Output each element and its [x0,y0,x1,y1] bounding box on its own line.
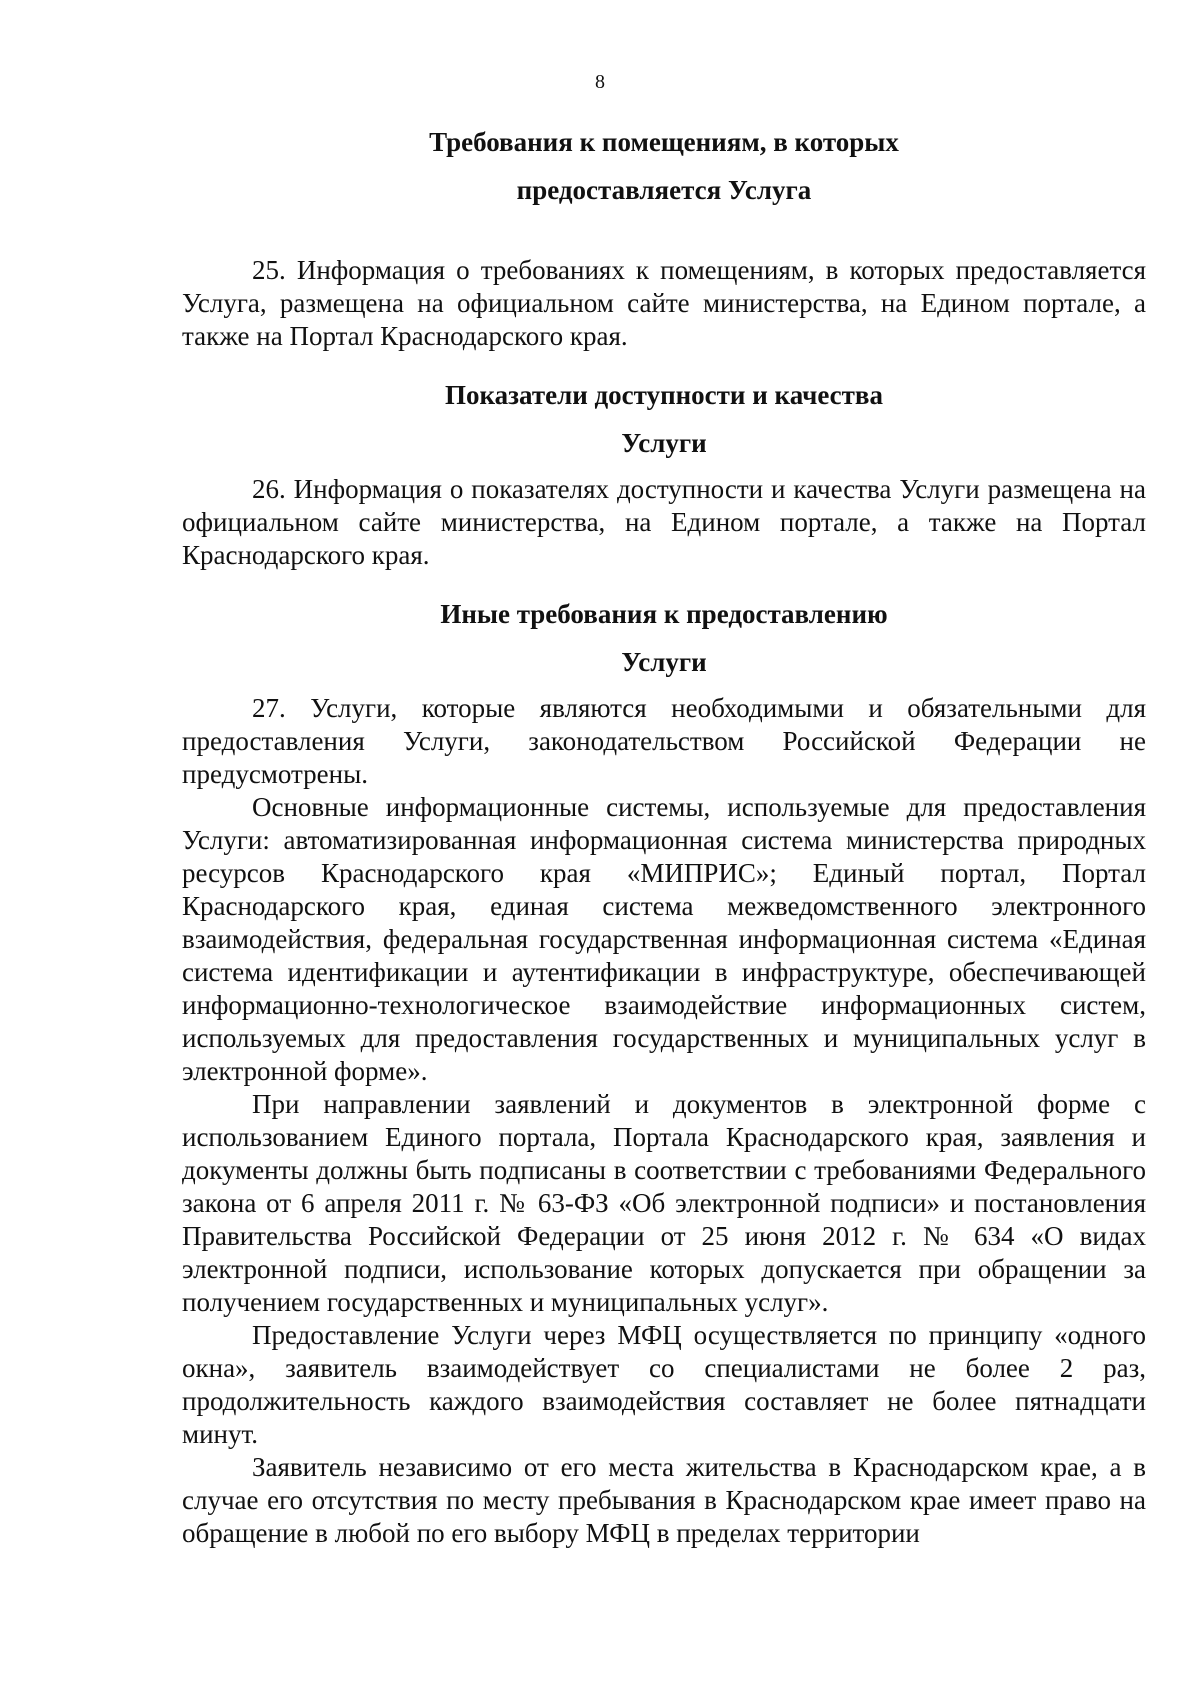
paragraph-26: 26. Информация о показателях доступности и качества Услуги размещена на официальном сайте министерства, на Едином портале, а также на Портал Краснодарского края. [182,474,1146,570]
section-premises-requirements [182,118,1146,353]
section-heading-line: Иные требования к предоставлению [440,599,888,629]
section-accessibility-indicators [182,371,1146,572]
paragraph-27: 27. Услуги, которые являются необходимыми и обязательными для предоставления Услуги, законодательством Российской Федерации не предусмотрены. [182,693,1146,789]
paragraph-information-systems: Основные информационные системы, используемые для предоставления Услуги: автоматизированная информационная система министерства природных ресурсов Краснодарского края «МИПРИС»; Единый портал, Портал Краснодарского края, единая система межведомственного электронного взаимодействия, федеральная государственная информационная система «Единая система идентификации и аутентификации в инфраструктуре, обеспечивающей информационно-технологическое взаимодействие информационных систем, используемых для предоставления государственных и муниципальных услуг в электронной форме». [182,792,1146,1086]
section-heading-line: Показатели доступности и качества [445,380,883,410]
paragraph-mfc-one-window: Предоставление Услуги через МФЦ осуществляется по принципу «одного окна», заявитель взаимодействует со специалистами не более 2 раз, продолжительность каждого взаимодействия составляет не более пятнадцати минут. [182,1320,1146,1449]
section-heading-line: предоставляется Услуга [516,175,812,205]
section-heading-line: Требования к помещениям, в которых [429,127,899,157]
section-heading-line: Услуги [621,428,707,458]
paragraph-25: 25. Информация о требованиях к помещениям, в которых предоставляется Услуга, размещена на официальном сайте министерства, на Едином портале, а также на Портал Краснодарского края. [182,255,1146,351]
page-number: 8 [595,71,605,93]
section-heading-line: Услуги [621,647,707,677]
paragraph-electronic-signature: При направлении заявлений и документов в электронной форме с использованием Единого портала, Портала Краснодарского края, заявления и документы должны быть подписаны в соответствии с требованиями Федерального закона от 6 апреля 2011 г. № 63-ФЗ «Об электронной подписи» и постановления Правительства Российской Федерации от 25 июня 2012 г. № 634 «О видах электронной подписи, использование которых допускается при обращении за получением государственных и муниципальных услуг». [182,1089,1146,1317]
section-other-requirements [182,590,1146,1550]
page-content [182,118,1146,1550]
paragraph-applicant-rights: Заявитель независимо от его места жительства в Краснодарском крае, а в случае его отсутствия по месту пребывания в Краснодарском крае имеет право на обращение в любой по его выбору МФЦ в пределах территории [182,1452,1146,1548]
